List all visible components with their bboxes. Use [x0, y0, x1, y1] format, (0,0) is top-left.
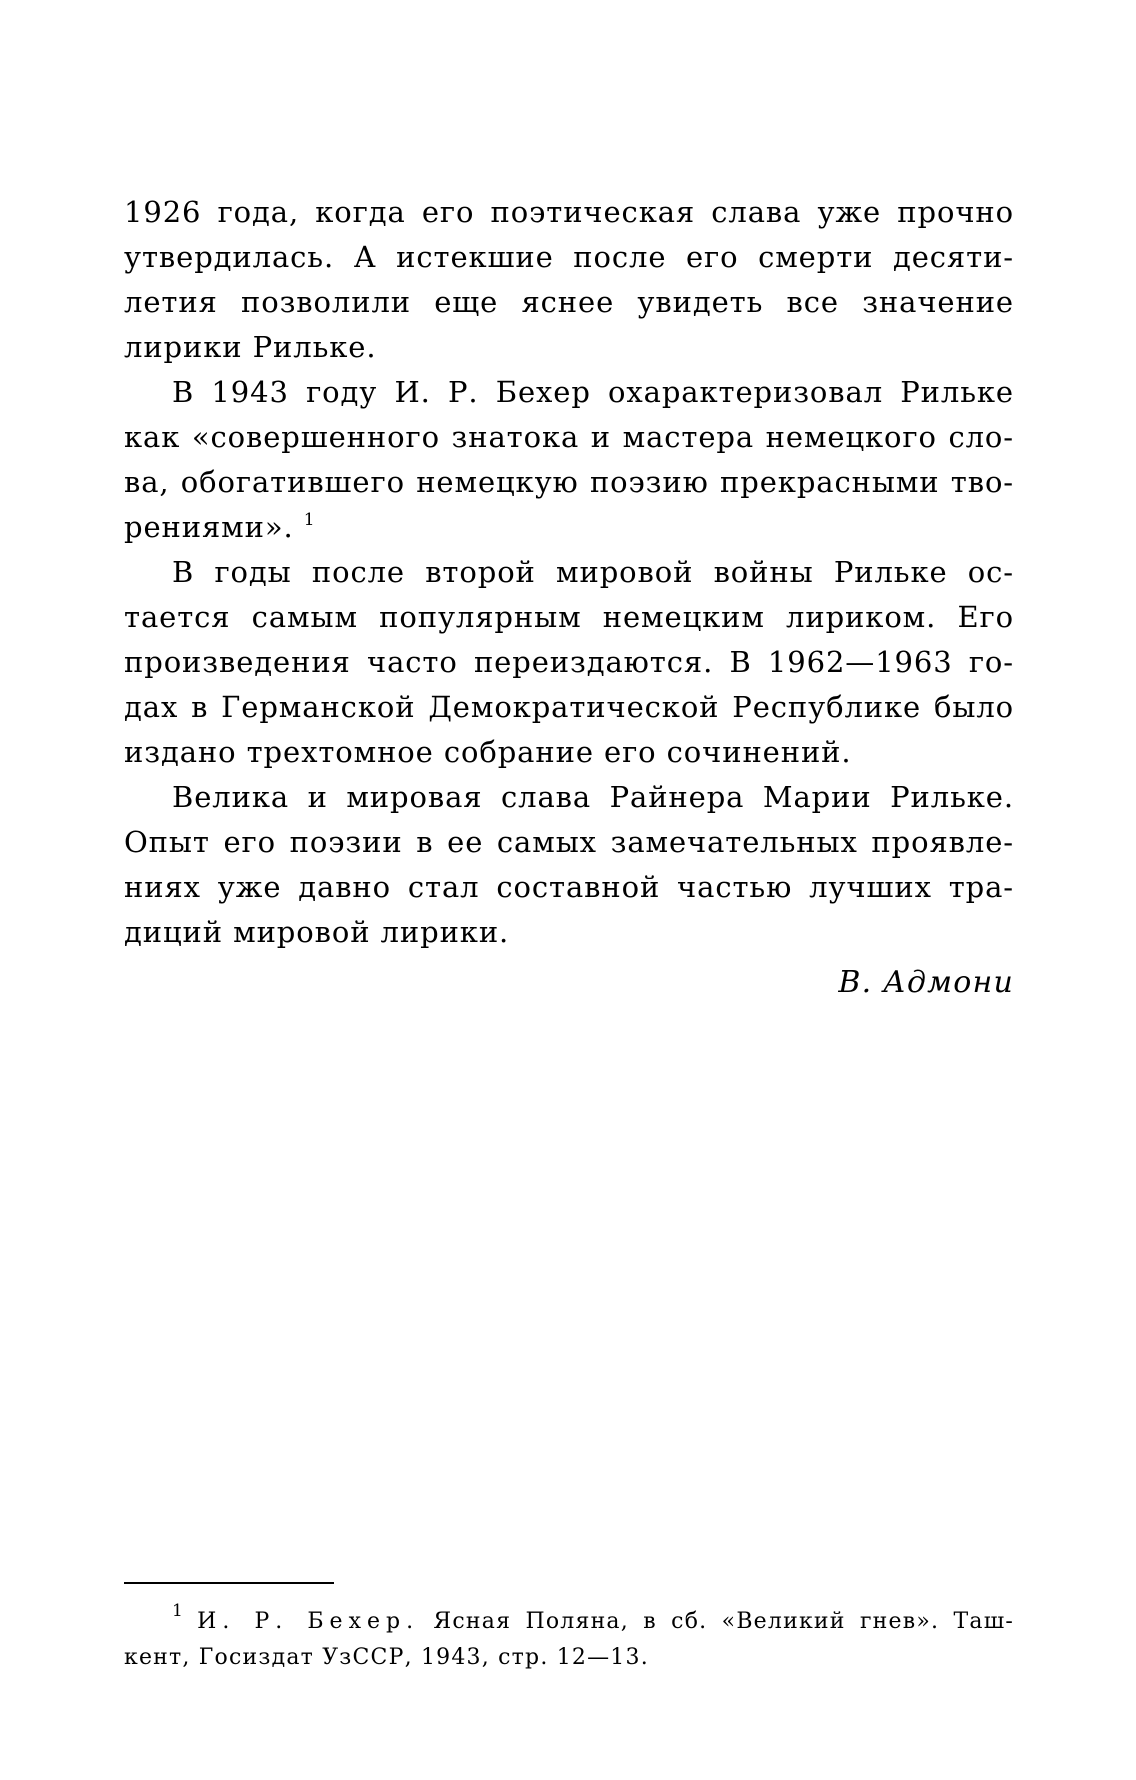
footnote-reference[interactable]: 1: [303, 510, 315, 530]
text-line: утвердилась. А истекшие после его смерти десяти-: [124, 240, 1014, 274]
text-line: летия позволили еще яснее увидеть все значение: [124, 285, 1014, 319]
text-line-with-footnote: [124, 505, 1014, 550]
footnote: [124, 1601, 1014, 1676]
text-line: В годы после второй мировой войны Рильке ос-: [172, 555, 1014, 589]
text-line: лирики Рильке.: [124, 330, 377, 364]
text-line: дах в Германской Демократической Республике было: [124, 690, 1014, 724]
text-line: ниях уже давно стал составной частью лучших тра-: [124, 870, 1014, 904]
text-line: рениями».: [124, 510, 294, 544]
text-line: как «совершенного знатока и мастера немецкого сло-: [124, 420, 1014, 454]
footnote-author: И. Р. Бехер.: [197, 1609, 420, 1634]
text-line: Опыт его поэзии в ее самых замечательных проявле-: [124, 825, 1014, 859]
text-line: В 1943 году И. Р. Бехер охарактеризовал Рильке: [172, 375, 1014, 409]
author-signature: В. Адмони: [838, 965, 1014, 1000]
footnote-line: кент, Госиздат УзССР, 1943, стр. 12—13.: [124, 1645, 649, 1670]
text-line: произведения часто переиздаются. В 1962—1963 го-: [124, 645, 1014, 679]
text-line: 1926 года, когда его поэтическая слава уже прочно: [124, 195, 1014, 229]
text-line: Велика и мировая слава Райнера Марии Рильке.: [172, 780, 1014, 814]
main-text: [124, 190, 1014, 955]
text-line: тается самым популярным немецким лириком. Его: [124, 600, 1014, 634]
footnote-line: [124, 1601, 1014, 1640]
footnote-marker: 1: [172, 1601, 183, 1621]
text-line: диций мировой лирики.: [124, 915, 510, 949]
text-line: издано трехтомное собрание его сочинений.: [124, 735, 852, 769]
footnote-divider: [124, 1582, 334, 1584]
text-line: ва, обогатившего немецкую поэзию прекрасными тво-: [124, 465, 1014, 499]
footnote-text: Ясная Поляна, в сб. «Великий гнев». Таш-: [433, 1609, 1014, 1634]
